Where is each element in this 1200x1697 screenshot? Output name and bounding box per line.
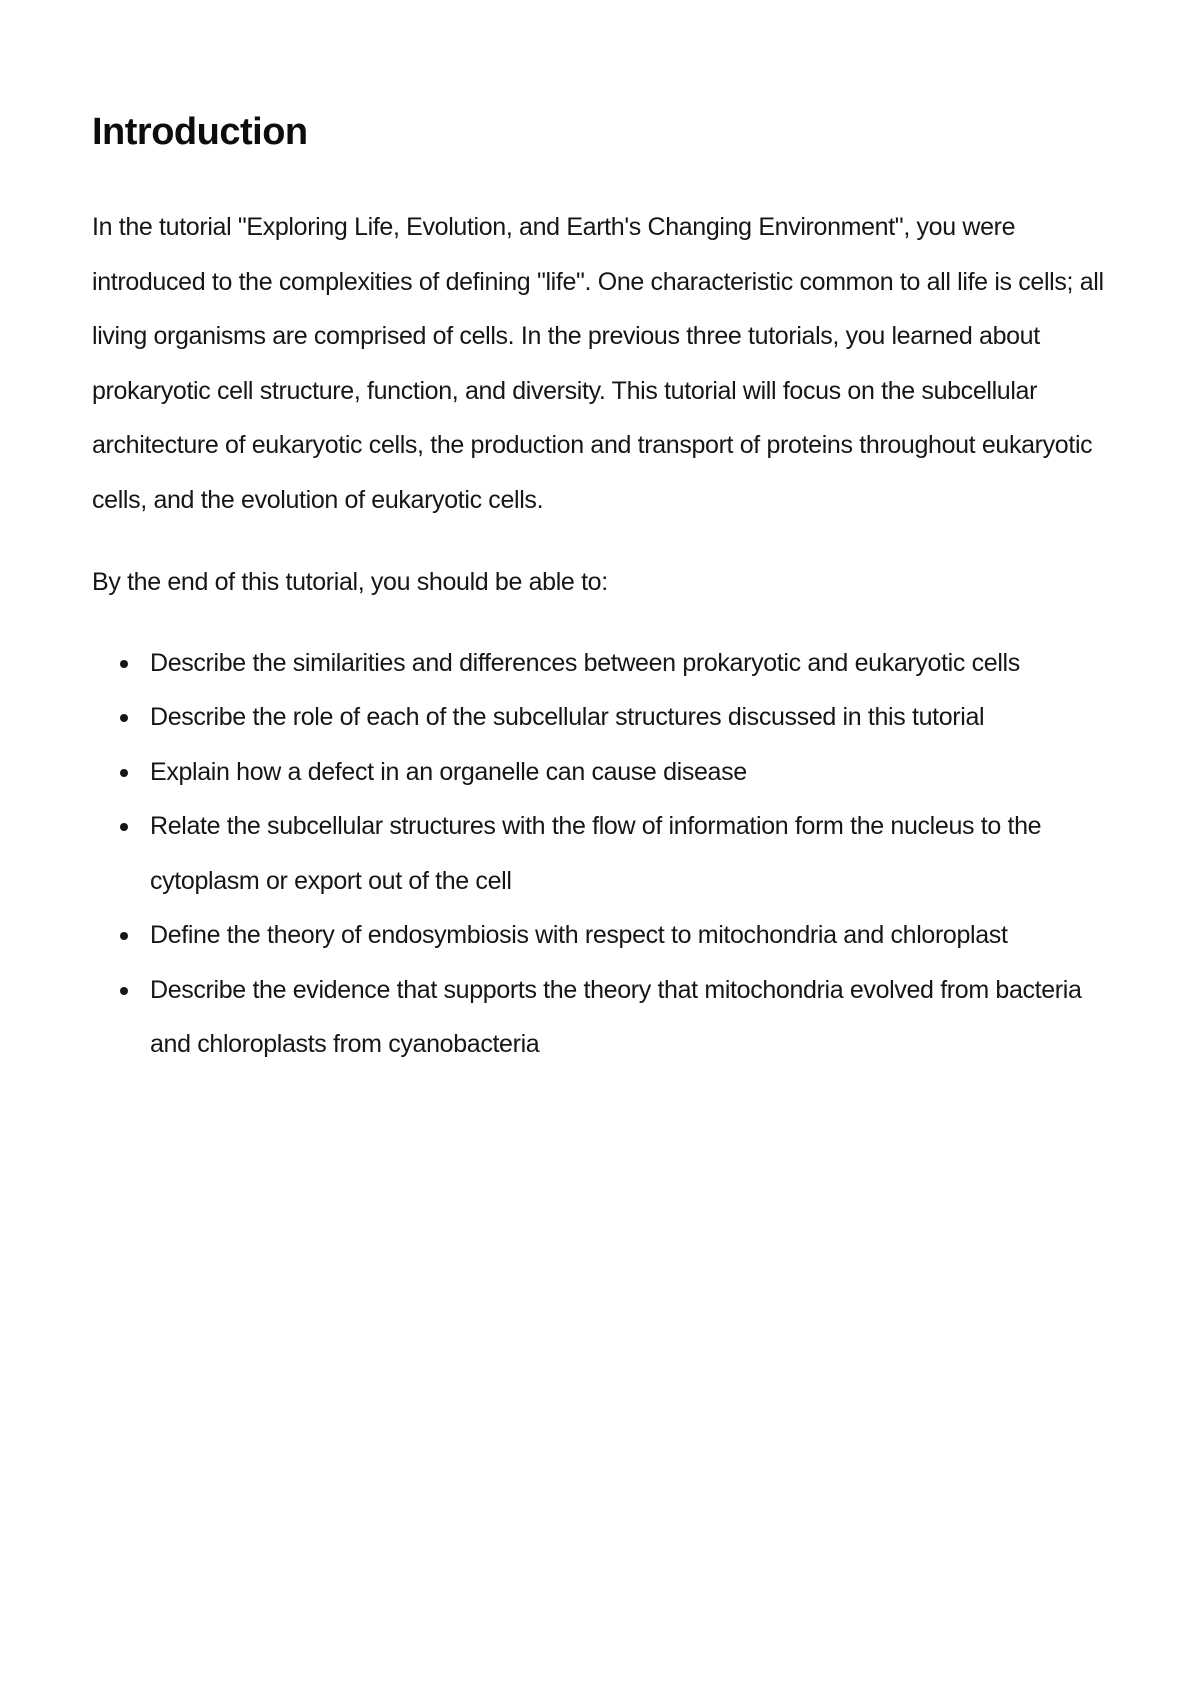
intro-paragraph: In the tutorial "Exploring Life, Evolution, and Earth's Changing Environment", you were introduced to the complexities of defining "life". One characteristic common to all life is cells; all living organisms are comprised of cells. In the previous three tutorials, you learned about prokaryotic cell structure, function, and diversity. This tutorial will focus on the subcellular architecture of eukaryotic cells, the production and transport of proteins throughout eukaryotic cells, and the evolution of eukaryotic cells. bbox=[92, 213, 1104, 514]
list-item bbox=[150, 799, 1122, 908]
bullet-icon bbox=[120, 660, 128, 668]
page-title: Introduction bbox=[92, 111, 308, 153]
bullet-icon bbox=[120, 823, 128, 831]
bullet-icon bbox=[120, 769, 128, 777]
bullet-icon bbox=[120, 932, 128, 940]
bullet-icon bbox=[120, 987, 128, 995]
objective-text: Describe the similarities and differences between prokaryotic and eukaryotic cells bbox=[150, 648, 1020, 677]
list-item bbox=[150, 636, 1122, 691]
objective-text: Explain how a defect in an organelle can cause disease bbox=[150, 757, 747, 786]
list-item bbox=[150, 690, 1122, 745]
list-item bbox=[150, 963, 1122, 1072]
bullet-icon bbox=[120, 714, 128, 722]
list-item bbox=[150, 745, 1122, 800]
objective-text: Describe the role of each of the subcellular structures discussed in this tutorial bbox=[150, 703, 985, 731]
document-page bbox=[92, 0, 1122, 1072]
objective-text: Describe the evidence that supports the theory that mitochondria evolved from bacteria and chloroplasts from cyanobacteria bbox=[150, 975, 1082, 1058]
objectives-lead-in: By the end of this tutorial, you should be able to: bbox=[92, 568, 608, 596]
list-item bbox=[150, 908, 1122, 963]
objective-text: Relate the subcellular structures with the flow of information form the nucleus to the cytoplasm or export out of the cell bbox=[150, 812, 1042, 895]
objective-text: Define the theory of endosymbiosis with respect to mitochondria and chloroplast bbox=[150, 921, 1008, 949]
objectives-list bbox=[92, 636, 1122, 1072]
